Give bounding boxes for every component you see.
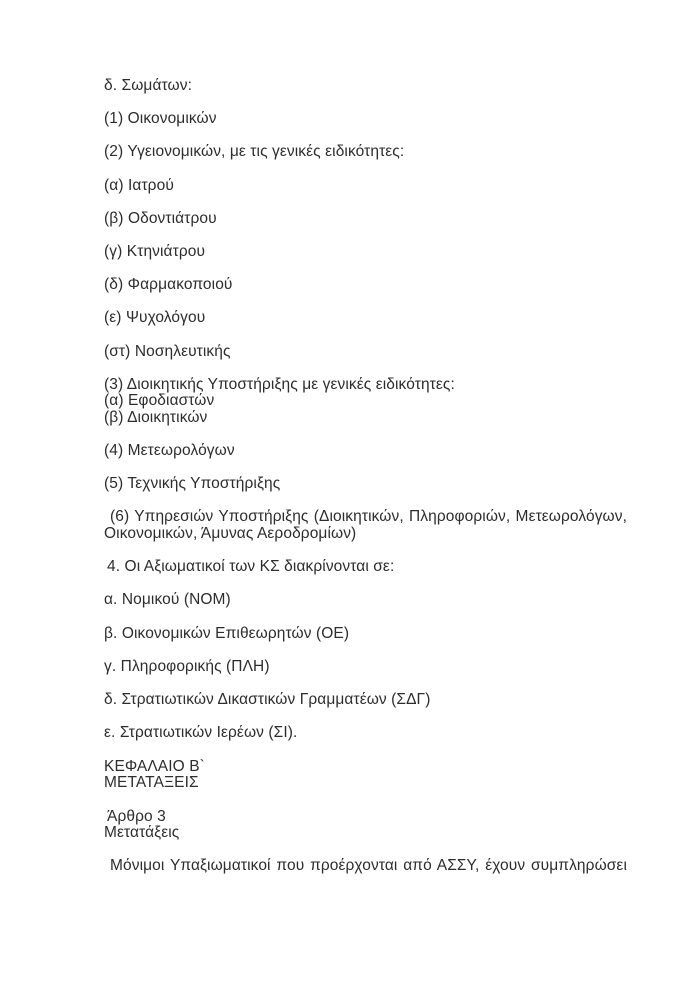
list-item-b-oikonomikon-epitheoriton: β. Οικονομικών Επιθεωρητών (ΟΕ) xyxy=(104,624,350,642)
chapter-heading-line: ΚΕΦΑΛΑΙΟ Β` xyxy=(104,757,205,775)
list-item-g-pliroforikis: γ. Πληροφορικής (ΠΛΗ) xyxy=(104,657,270,675)
numbered-item-4-axiomatikoi: 4. Οι Αξιωματικοί των ΚΣ διακρίνονται σε: xyxy=(107,558,395,576)
list-item-5-technikis: (5) Τεχνικής Υποστήριξης xyxy=(104,475,281,493)
list-item-e-stratiotikon-iereon: ε. Στρατιωτικών Ιερέων (ΣΙ). xyxy=(104,724,298,742)
article-heading xyxy=(104,809,627,842)
article-heading-line: Μετατάξεις xyxy=(104,824,180,842)
doc-line: Οικονομικών, Άμυνας Αεροδρομίων) xyxy=(104,525,357,543)
doc-line: (β) Διοικητικών xyxy=(104,408,208,426)
document-text-content xyxy=(104,78,627,892)
list-item-group-3-dioikitikis xyxy=(104,377,627,427)
list-item-1-oikonomikon: (1) Οικονομικών xyxy=(104,110,217,128)
list-item-a-nomikou: α. Νομικού (ΝΟΜ) xyxy=(104,591,231,609)
list-item-2-ygeionomikon: (2) Υγειονομικών, με τις γενικές ειδικότητες: xyxy=(104,143,405,161)
list-item-6-ypiresion xyxy=(104,509,627,542)
list-item-d-stratiotikon-dikastikon: δ. Στρατιωτικών Δικαστικών Γραμματέων (ΣΔΓ) xyxy=(104,690,431,708)
doc-line: (3) Διοικητικής Υποστήριξης με γενικές ειδικότητες: xyxy=(104,375,455,393)
list-item-st-nosileftikis: (στ) Νοσηλευτικής xyxy=(104,342,231,360)
list-item-b-odontiatrou: (β) Οδοντιάτρου xyxy=(104,209,217,227)
list-item-a-iatrou: (α) Ιατρού xyxy=(104,176,174,194)
doc-line: (6) Υπηρεσιών Υποστήριξης (Διοικητικών, Πληροφοριών, Μετεωρολόγων, xyxy=(110,508,627,526)
chapter-heading xyxy=(104,759,627,792)
body-paragraph xyxy=(104,858,627,875)
doc-line: Μόνιμοι Υπαξιωματικοί που προέρχονται από ΑΣΣΥ, έχουν συμπληρώσει xyxy=(110,857,627,875)
list-item-4-meteorologon: (4) Μετεωρολόγων xyxy=(104,442,235,460)
list-item-g-ktiniatrou: (γ) Κτηνιάτρου xyxy=(104,242,206,260)
list-item-d-farmakopoiou: (δ) Φαρμακοποιού xyxy=(104,276,233,294)
list-item-e-psychologou: (ε) Ψυχολόγου xyxy=(104,309,206,327)
chapter-heading-line: ΜΕΤΑΤΑΞΕΙΣ xyxy=(104,774,199,792)
list-item-d-somaton: δ. Σωμάτων: xyxy=(104,77,192,94)
doc-line: (α) Εφοδιαστών xyxy=(104,392,215,410)
article-heading-line: Άρθρο 3 xyxy=(107,807,166,825)
